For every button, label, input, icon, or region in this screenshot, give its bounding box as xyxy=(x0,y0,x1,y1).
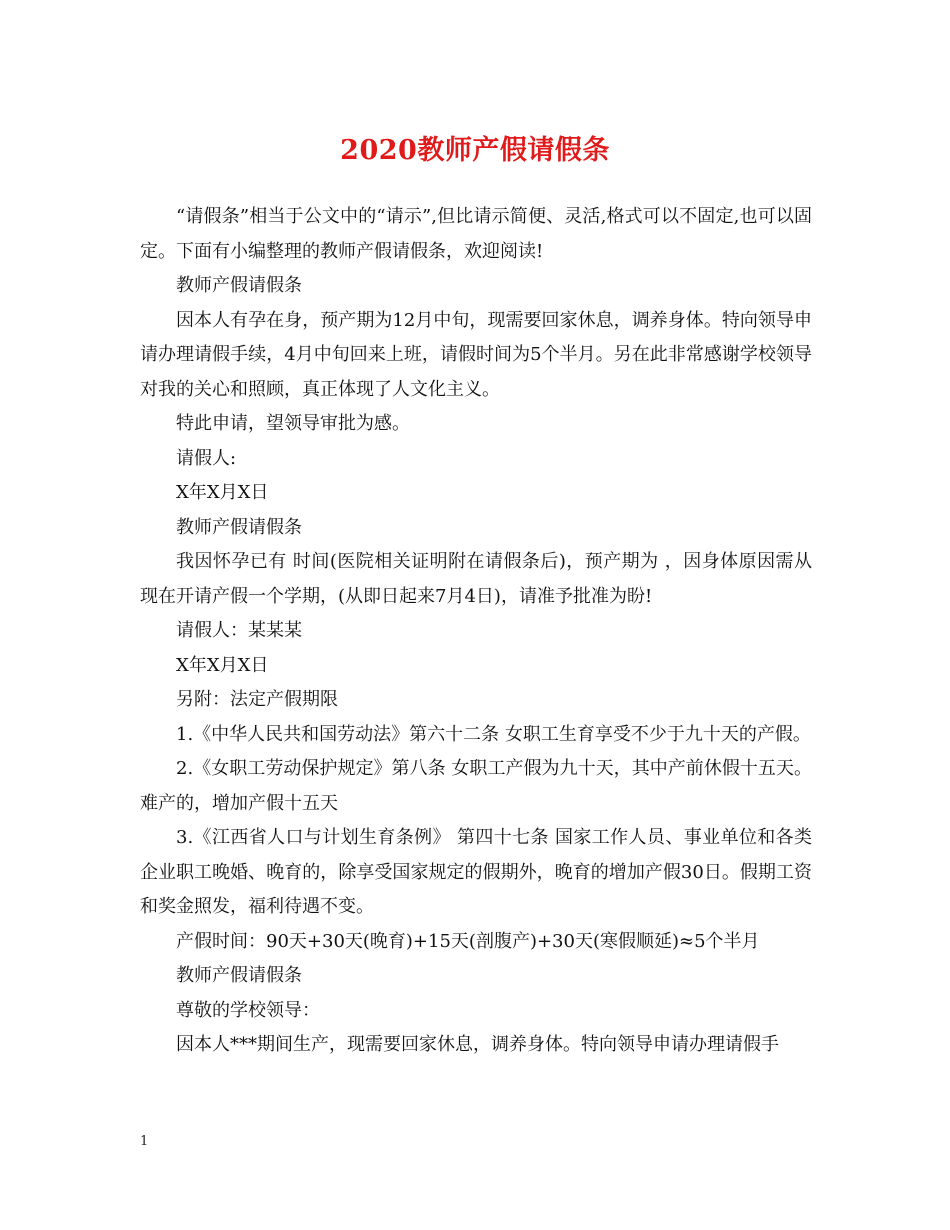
appendix-heading: 另附：法定产假期限 xyxy=(176,689,338,710)
list-item: 2.《女职工劳动保护规定》第八条 女职工产假为九十天，其中产前休假十五天。难产的，增加产假十五天 xyxy=(140,758,812,814)
list-item: 1.《中华人民共和国劳动法》第六十二条 女职工生育享受不少于九十天的产假。 xyxy=(176,723,811,745)
signature-label: 请假人：某某某 xyxy=(176,620,302,641)
document-title: 2020教师产假请假条 xyxy=(340,135,610,166)
section-heading: 教师产假请假条 xyxy=(176,275,302,296)
paragraph-intro: “请假条”相当于公文中的“请示”,但比请示简便、灵活,格式可以不固定,也可以固定。下面有小编整理的教师产假请假条，欢迎阅读! xyxy=(140,206,812,262)
paragraph: 特此申请，望领导审批为感。 xyxy=(176,413,410,434)
signature-label: 请假人: xyxy=(176,447,237,469)
document-body xyxy=(140,200,812,1063)
paragraph: 产假时间：90天+30天(晚育)+15天(剖腹产)+30天(寒假顺延)≈5个半月 xyxy=(176,930,760,952)
paragraph: 我因怀孕已有 时间(医院相关证明附在请假条后)，预产期为 ，因身体原因需从现在开请产假一个学期，(从即日起来7月4日)，请准予批准为盼! xyxy=(140,551,812,607)
page-number: 1 xyxy=(140,1134,149,1149)
paragraph: 因本人***期间生产，现需要回家休息，调养身体。特向领导申请办理请假手 xyxy=(176,1034,779,1055)
date-line: X年X月X日 xyxy=(176,654,269,676)
paragraph: 因本人有孕在身，预产期为12月中旬，现需要回家休息，调养身体。特向领导申请办理请假手续，4月中旬回来上班，请假时间为5个半月。另在此非常感谢学校领导对我的关心和照顾，真正体现了人文化主义。 xyxy=(140,309,812,400)
list-item: 3.《江西省人口与计划生育条例》 第四十七条 国家工作人员、事业单位和各类企业职工晚婚、晚育的，除享受国家规定的假期外，晚育的增加产假30日。假期工资和奖金照发，福利待遇不变。 xyxy=(140,827,812,917)
date-line: X年X月X日 xyxy=(176,482,269,503)
section-heading: 教师产假请假条 xyxy=(176,965,302,986)
section-heading: 教师产假请假条 xyxy=(176,516,302,538)
salutation: 尊敬的学校领导： xyxy=(176,999,320,1021)
